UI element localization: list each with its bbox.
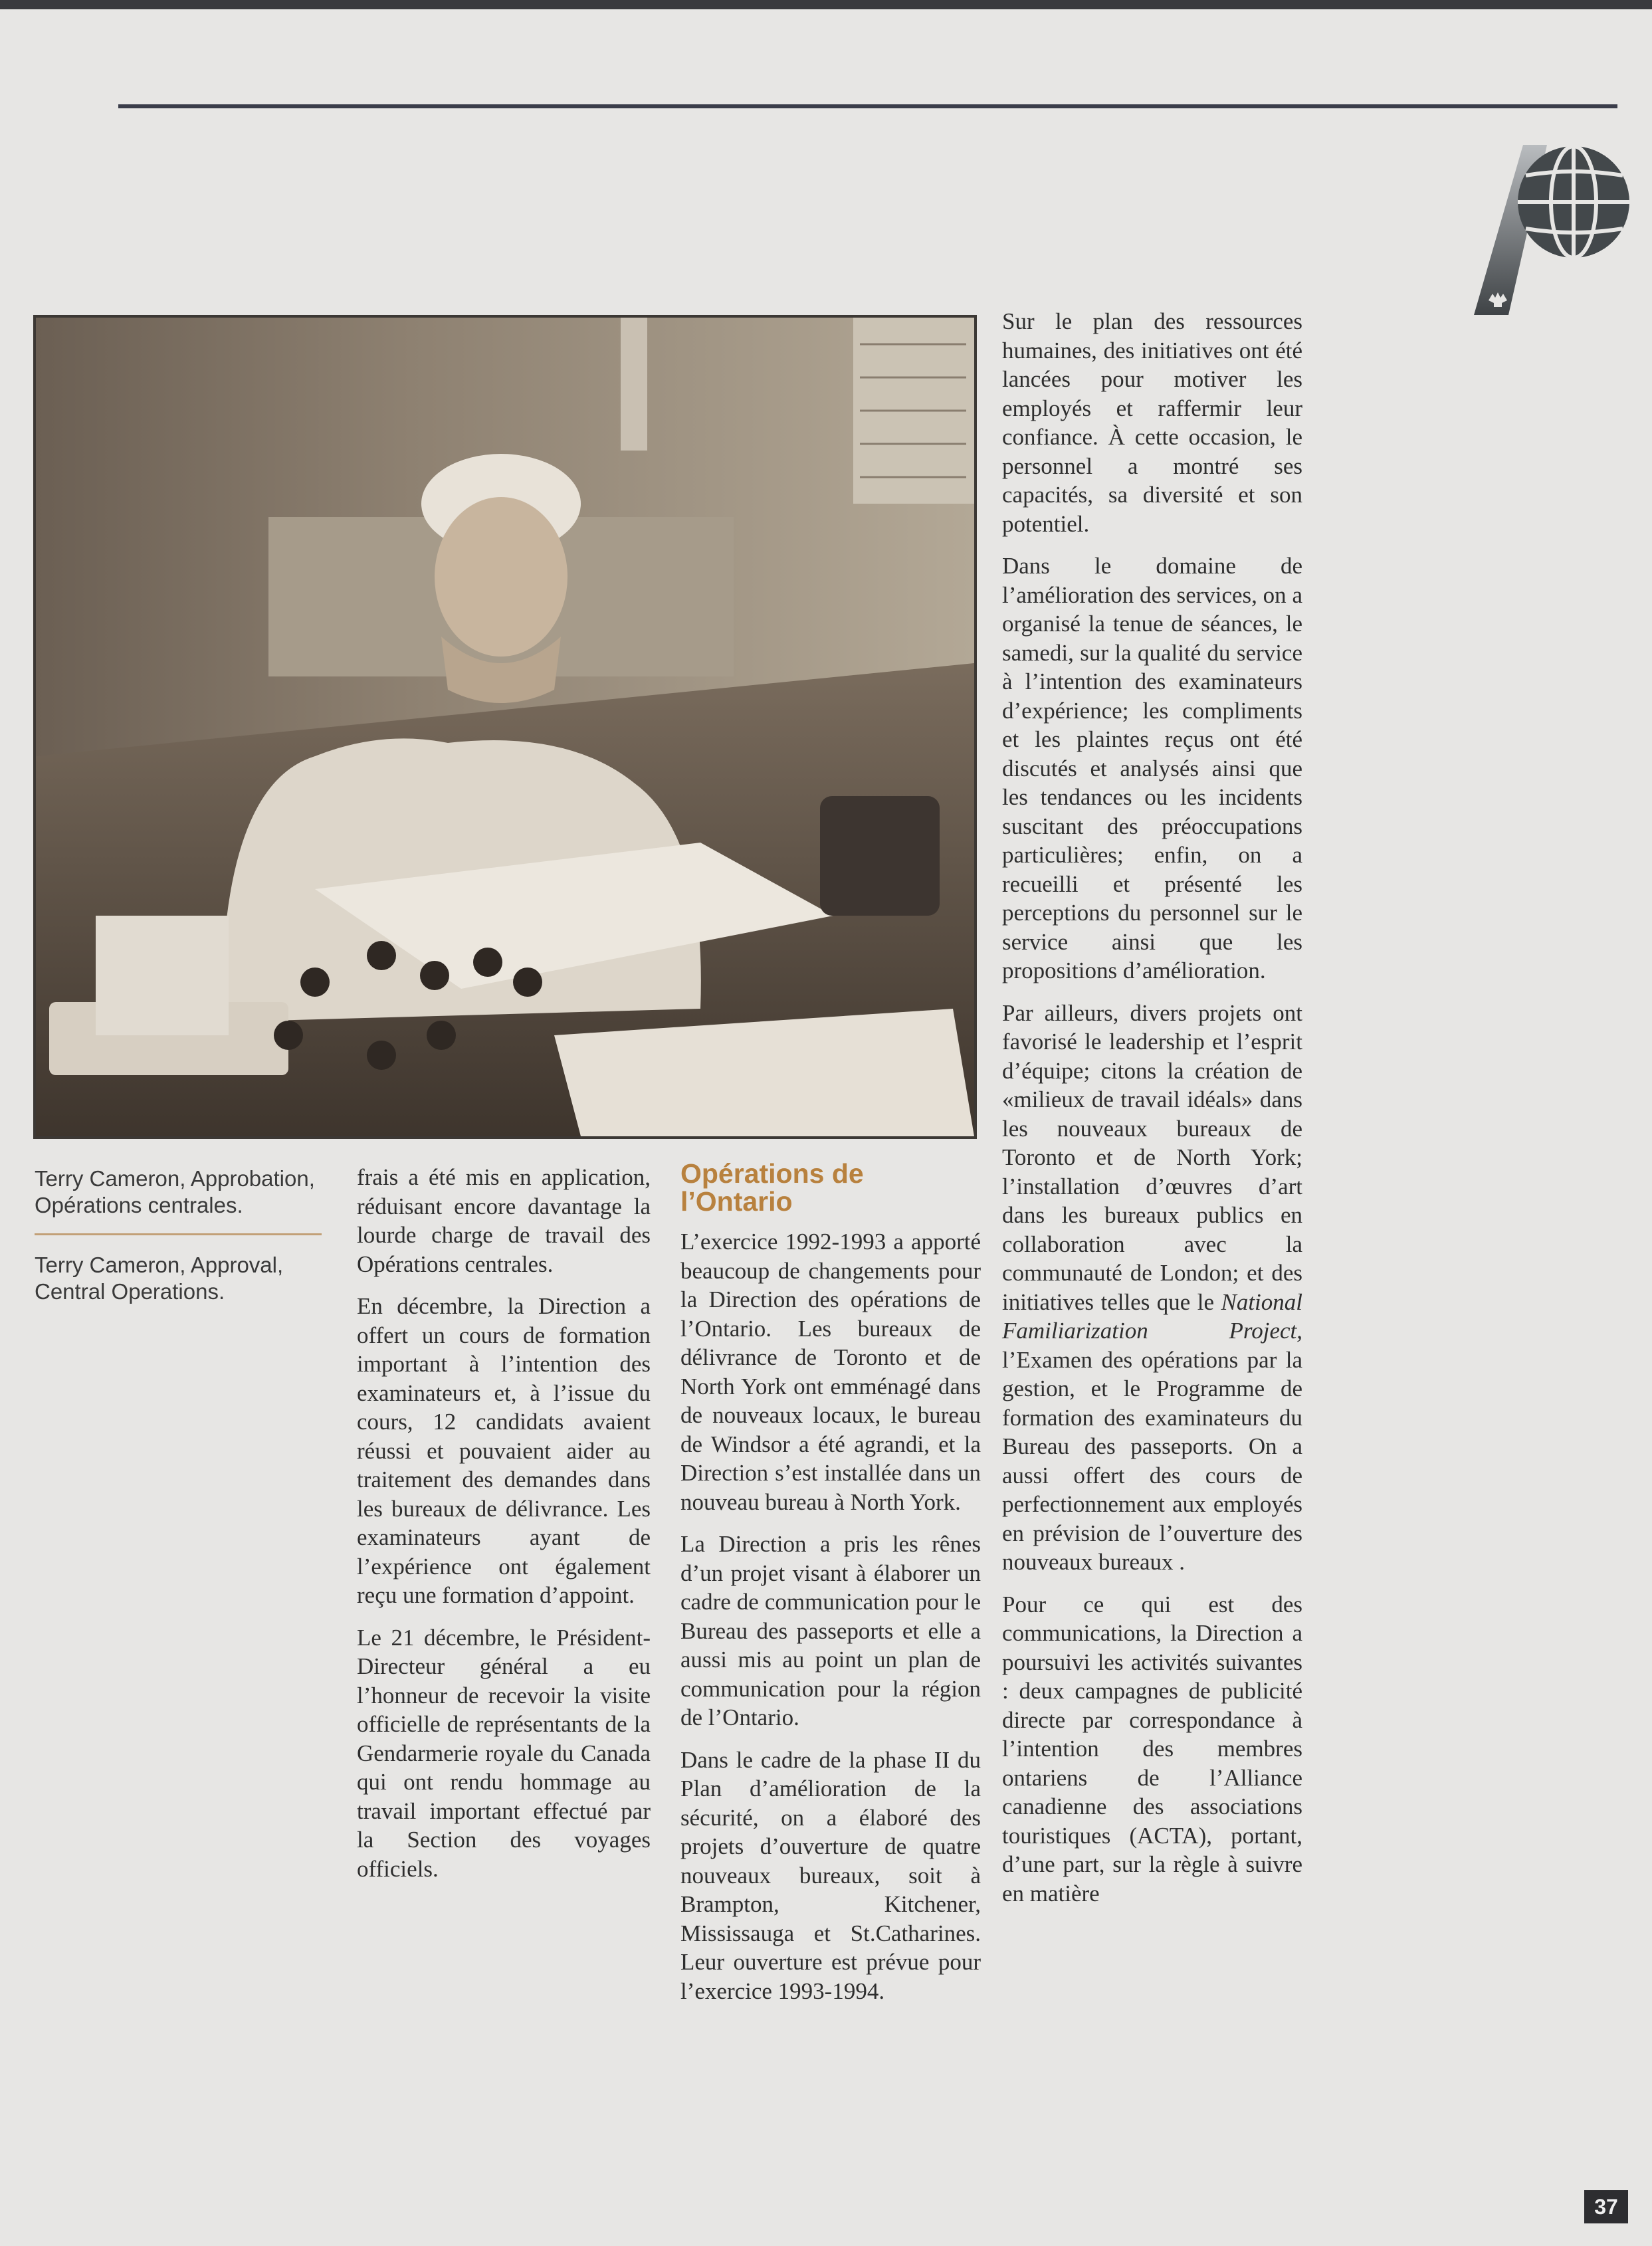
caption-line: Opérations centrales. xyxy=(35,1193,243,1217)
section-heading xyxy=(680,1160,981,1215)
heading-line: l’Ontario xyxy=(680,1186,793,1217)
portrait-photo xyxy=(33,315,977,1139)
caption-divider xyxy=(35,1233,322,1235)
photo-caption-french xyxy=(35,1166,327,1219)
paragraph: Le 21 décembre, le Président-Directeur général a eu l’honneur de recevoir la visite officielle de représentants de la Gendarmerie royale du Canada qui ont rendu hommage au travail important effectué par la Section des voyages officiels. xyxy=(357,1624,651,1882)
header-rule xyxy=(118,104,1617,108)
paragraph: En décembre, la Direction a offert un cours de formation important à l’intention des examinateurs et, à l’issue du cours, 12 candidats avaient réussi et pouvaient aider au traitement des demandes dans les bureaux de délivrance. Les examinateurs ayant de l’expérience ont également reçu une formation d’appoint. xyxy=(357,1293,651,1608)
paragraph: L’exercice 1992-1993 a apporté beaucoup de changements pour la Direction des opérations de l’Ontario. Les bureaux de délivrance de Toronto et de North York ont emménagé dans de nouveaux locaux, le bureau de Windsor a été agrandi, et la Direction s’est installée dans un nouveau bureau à North York. xyxy=(680,1229,981,1515)
text-column-3 xyxy=(1002,307,1302,1921)
passport-office-logo-icon xyxy=(1469,141,1635,320)
paragraph: La Direction a pris les rênes d’un projet visant à élaborer un cadre de communication pour le Bureau des passeports et elle a aussi mis au point un plan de communication pour la région de l’Ontario. xyxy=(680,1531,981,1730)
text-column-2 xyxy=(680,1160,981,2019)
paragraph xyxy=(1002,999,1302,1577)
page-top-edge xyxy=(0,0,1652,9)
paragraph: Dans le cadre de la phase II du Plan d’amélioration de la sécurité, on a élaboré des projets d’ouverture de quatre nouveaux bureaux, soit à Brampton, Kitchener, Mississauga et St.Catharines. Leur ouverture est prévue pour l’exercice 1993-1994. xyxy=(680,1746,981,2004)
text-run: l’Examen des opérations par la gestion, et le Programme de formation des examinateurs du Bureau des passeports. On a aussi offert des cours de perfectionnement aux employés en prévision de l’ouverture des nouveaux bureaux . xyxy=(1002,1346,1302,1575)
paragraph: Dans le domaine de l’amélioration des services, on a organisé la tenue de séances, le samedi, sur la qualité du service à l’intention des examinateurs d’expérience; les compliments et les plaintes reçus ont été discutés et analysés ainsi que les tendances ou les incidents suscitant des préoccupations particulières; enfin, on a recueilli et présenté les perceptions du personnel sur le service ainsi que les propositions d’amélioration. xyxy=(1002,553,1302,983)
paragraph: Sur le plan des ressources humaines, des initiatives ont été lancées pour motiver les employés et raffermir leur confiance. À cette occasion, le personnel a montré ses capacités, sa diversité et son potentiel. xyxy=(1002,308,1302,537)
heading-line: Opérations de xyxy=(680,1158,864,1189)
caption-line: Terry Cameron, Approbation, xyxy=(35,1166,315,1191)
photo-caption-english xyxy=(35,1252,327,1305)
caption-line: Central Operations. xyxy=(35,1279,225,1304)
paragraph: Pour ce qui est des communications, la Direction a poursuivi les activités suivantes : deux campagnes de publicité directe par correspondance à l’intention des membres ontariens de l’Alliance canadienne des associations touristiques (ACTA), portant, d’une part, sur la règle à suivre en matière xyxy=(1002,1591,1302,1906)
page-number: 37 xyxy=(1584,2190,1628,2223)
text-column-1 xyxy=(357,1163,651,1896)
italic-project-name: National Familiarization Project, xyxy=(1002,1288,1302,1344)
text-run: Par ailleurs, divers projets ont favorisé le leadership et l’esprit d’équipe; citons la création de «milieux de travail idéals» dans les nouveaux bureaux de Toronto et de North York; l’installation d’œuvres d’art dans les bureaux publics en collaboration avec la communauté de London; et des initiatives telles que le xyxy=(1002,999,1302,1315)
caption-line: Terry Cameron, Approval, xyxy=(35,1253,284,1277)
paragraph: frais a été mis en application, réduisant encore davantage la lourde charge de travail des Opérations centrales. xyxy=(357,1164,651,1277)
